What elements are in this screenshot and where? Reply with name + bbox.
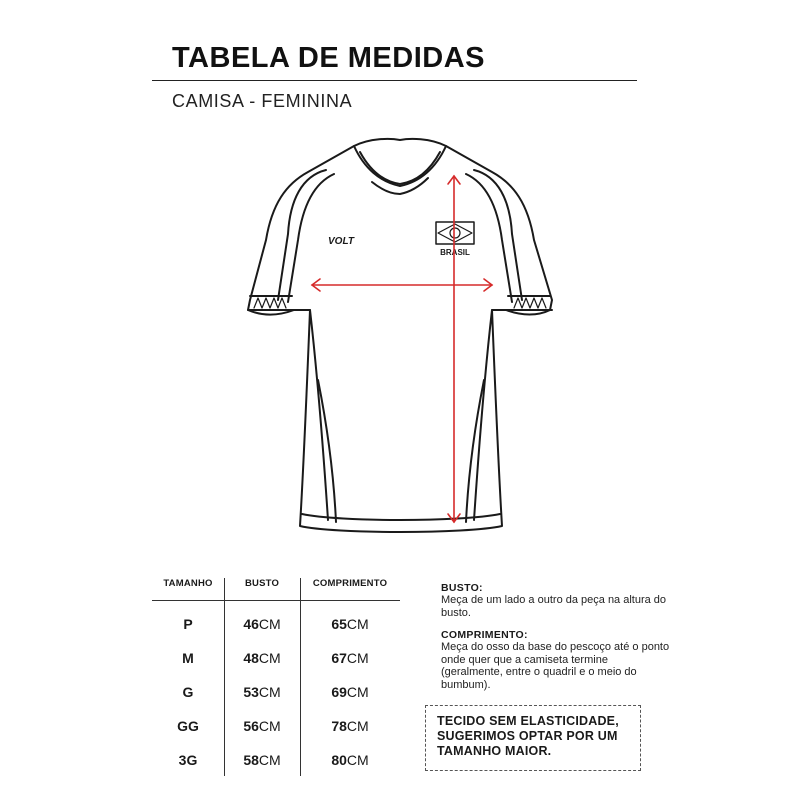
collar [354, 146, 446, 186]
fabric-warning-box: TECIDO SEM ELASTICIDADE, SUGERIMOS OPTAR POR UM TAMANHO MAIOR. [425, 705, 641, 771]
table-row [152, 752, 400, 776]
header-comprimento: COMPRIMENTO [312, 578, 388, 589]
brand-logo: VOLT [328, 236, 354, 247]
brasil-badge [436, 222, 474, 244]
table-divider [300, 578, 301, 776]
cell-comprimento: 78CM [331, 718, 369, 734]
comprimento-note-text: Meça do osso da base do pescoço até o ponto onde quer que a camiseta termine (geralmente, entre o quadril e o meio do bumbum). [441, 641, 670, 691]
cell-comprimento: 65CM [331, 616, 369, 632]
shirt-outline [248, 139, 552, 532]
table-row [152, 718, 400, 742]
cell-size: M [182, 650, 194, 666]
comprimento-note-title: COMPRIMENTO: [441, 629, 528, 641]
busto-note-text: Meça de um lado a outro da peça na altura do busto. [441, 594, 667, 619]
busto-note-title: BUSTO: [441, 582, 483, 594]
cell-comprimento: 69CM [331, 684, 369, 700]
page-title: TABELA DE MEDIDAS [172, 42, 485, 74]
cell-size: 3G [178, 752, 198, 768]
cell-comprimento: 80CM [331, 752, 369, 768]
measurement-notes [441, 582, 671, 691]
table-header [152, 578, 400, 598]
table-row [152, 684, 400, 708]
cell-busto: 48CM [243, 650, 281, 666]
table-divider [224, 578, 225, 776]
cell-busto: 56CM [243, 718, 281, 734]
cell-busto: 46CM [243, 616, 281, 632]
cell-size: P [183, 616, 193, 632]
cell-busto: 58CM [243, 752, 281, 768]
table-row [152, 616, 400, 640]
table-header-rule [152, 600, 400, 601]
header-tamanho: TAMANHO [163, 578, 213, 589]
title-divider [152, 80, 637, 81]
cell-comprimento: 67CM [331, 650, 369, 666]
badge-label: BRASIL [440, 248, 470, 257]
cell-size: G [182, 684, 194, 700]
table-row [152, 650, 400, 674]
cell-busto: 53CM [243, 684, 281, 700]
cell-size: GG [177, 718, 199, 734]
shirt-illustration [230, 130, 570, 550]
header-busto: BUSTO [244, 578, 280, 589]
page-subtitle: CAMISA - FEMININA [172, 91, 353, 111]
